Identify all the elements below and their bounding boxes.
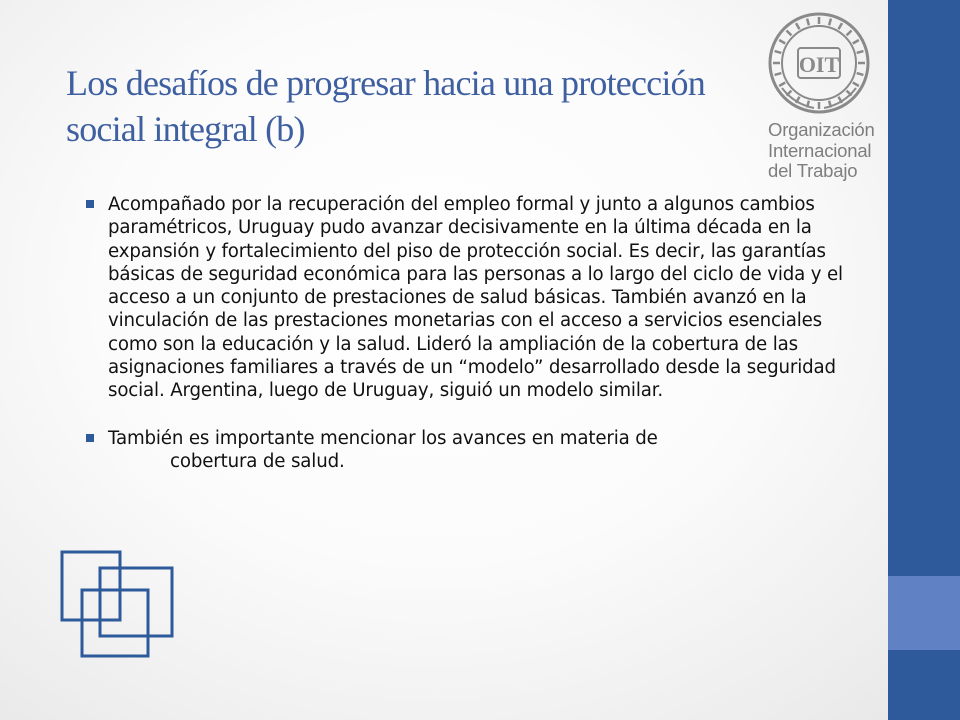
square-bullet-icon — [86, 200, 94, 208]
bullet-text-line-2: cobertura de salud. — [170, 450, 345, 472]
cog-tooth — [775, 73, 782, 75]
bullet-text-line-1: También es importante mencionar los avances en materia de — [108, 427, 658, 449]
logo-text: OIT — [798, 52, 840, 77]
cog-tooth — [779, 83, 785, 87]
right-band-accent — [888, 576, 960, 650]
org-line-1: Organización — [768, 119, 875, 140]
oit-emblem-icon — [764, 8, 874, 118]
org-line-3: del Trabajo — [768, 160, 858, 181]
cog-tooth — [857, 51, 864, 53]
cog-tooth — [853, 83, 859, 87]
cog-tooth — [853, 40, 859, 44]
overlapping-squares-icon — [56, 546, 180, 662]
cog-tooth — [796, 23, 800, 29]
cog-tooth — [779, 40, 785, 44]
bullet-text: Acompañado por la recuperación del empleo formal y junto a algunos cambios paramétricos, Uruguay pudo avanzar decisivamente en la última década en la expansión y fortalecimiento del piso de protección social. Es decir, las garantías básicas de seguridad económica para las personas a lo largo del ciclo de vida y el acceso a un conjunto de prestaciones de salud básicas. También avanzó en la vinculación de las prestaciones monetarias con el acceso a servicios esenciales como son la educación y la salud. Lideró la ampliación de la cobertura de las asignaciones familiares a través de un “modelo” desarrollado desde la seguridad social. Argentina, luego de Uruguay, siguió un modelo similar. — [108, 194, 843, 402]
org-line-2: Internacional — [768, 139, 872, 161]
cog-tooth — [775, 51, 782, 53]
bullet-item — [84, 193, 864, 403]
cog-tooth — [829, 19, 831, 26]
bullet-list — [84, 193, 864, 473]
slide-title: Los desafíos de progresar hacia una protección social integral (b) — [66, 63, 705, 149]
cog-tooth — [786, 30, 791, 35]
bullet-item — [84, 427, 864, 474]
cog-tooth — [847, 30, 852, 35]
square-bullet-icon — [86, 434, 94, 442]
cog-tooth — [807, 19, 809, 26]
cog-tooth — [839, 23, 843, 29]
bullet-text — [108, 427, 864, 474]
organization-name — [768, 120, 888, 182]
cog-tooth — [857, 73, 864, 75]
